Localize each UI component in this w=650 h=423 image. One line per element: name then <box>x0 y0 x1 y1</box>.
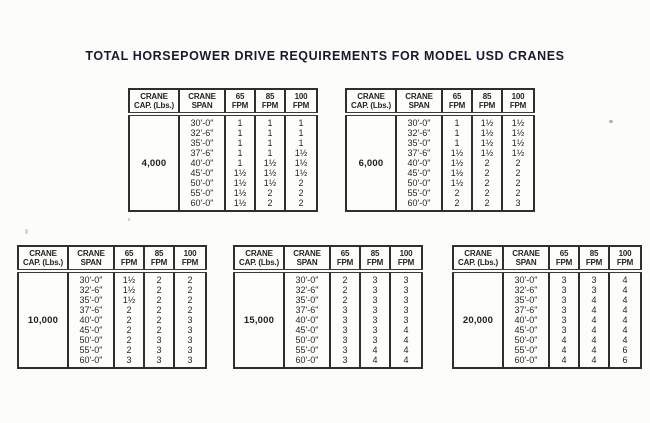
hp-cell: 1½ <box>472 114 502 128</box>
hp-cell: 3 <box>174 315 206 325</box>
hp-cell: 3 <box>174 355 206 368</box>
hp-cell: 2 <box>144 271 174 285</box>
column-header-65fpm: 65 FPM <box>442 89 472 114</box>
column-header-85fpm: 85 FPM <box>472 89 502 114</box>
hp-cell: 3 <box>390 315 422 325</box>
column-header-crane-cap: CRANE CAP. (Lbs.) <box>234 246 284 271</box>
hp-cell: 1½ <box>114 285 144 295</box>
hp-cell: 1½ <box>255 158 285 168</box>
crane-table-6000 <box>345 88 535 212</box>
hp-cell: 1½ <box>114 295 144 305</box>
hp-cell: 3 <box>144 355 174 368</box>
hp-cell: 1 <box>442 138 472 148</box>
hp-cell: 3 <box>549 305 579 315</box>
hp-cell: 2 <box>144 295 174 305</box>
hp-cell: 1½ <box>225 198 255 211</box>
hp-cell: 3 <box>360 335 390 345</box>
hp-cell: 1½ <box>114 271 144 285</box>
hp-cell: 1½ <box>472 138 502 148</box>
span-cell: 40'-0" <box>503 315 549 325</box>
hp-cell: 4 <box>579 335 609 345</box>
span-cell: 40'-0" <box>179 158 225 168</box>
span-cell: 32'-6" <box>68 285 114 295</box>
span-cell: 45'-0" <box>179 168 225 178</box>
span-cell: 30'-0" <box>179 114 225 128</box>
crane-table-15000 <box>233 245 423 369</box>
column-header-65fpm: 65 FPM <box>225 89 255 114</box>
column-header-100fpm: 100 FPM <box>174 246 206 271</box>
span-cell: 37'-6" <box>503 305 549 315</box>
hp-cell: 3 <box>330 315 360 325</box>
column-header-65fpm: 65 FPM <box>330 246 360 271</box>
hp-cell: 3 <box>330 355 360 368</box>
page-title: TOTAL HORSEPOWER DRIVE REQUIREMENTS FOR MODEL USD CRANES <box>85 49 565 63</box>
span-cell: 45'-0" <box>284 325 330 335</box>
hp-cell: 2 <box>114 315 144 325</box>
hp-cell: 2 <box>144 315 174 325</box>
column-header-crane-span: CRANE SPAN <box>503 246 549 271</box>
hp-cell: 3 <box>549 271 579 285</box>
hp-cell: 1½ <box>255 178 285 188</box>
span-cell: 35'-0" <box>503 295 549 305</box>
hp-cell: 4 <box>579 315 609 325</box>
hp-cell: 1 <box>442 114 472 128</box>
hp-cell: 2 <box>442 188 472 198</box>
hp-cell: 1 <box>442 128 472 138</box>
hp-cell: 2 <box>472 178 502 188</box>
scan-artifact <box>609 120 613 123</box>
hp-cell: 2 <box>114 305 144 315</box>
hp-cell: 3 <box>549 295 579 305</box>
crane-table-4000 <box>128 88 318 212</box>
hp-cell: 2 <box>285 188 317 198</box>
table-row <box>129 114 317 128</box>
hp-cell: 1 <box>225 148 255 158</box>
span-cell: 50'-0" <box>179 178 225 188</box>
hp-cell: 1 <box>255 138 285 148</box>
hp-cell: 2 <box>330 295 360 305</box>
hp-cell: 1 <box>225 114 255 128</box>
scan-artifact <box>128 218 130 221</box>
capacity-cell: 20,000 <box>462 315 494 326</box>
hp-cell: 1½ <box>442 158 472 168</box>
span-cell: 60'-0" <box>396 198 442 211</box>
column-header-100fpm: 100 FPM <box>609 246 641 271</box>
hp-cell: 1½ <box>502 114 534 128</box>
hp-cell: 3 <box>114 355 144 368</box>
hp-cell: 3 <box>144 335 174 345</box>
hp-cell: 3 <box>174 325 206 335</box>
span-cell: 35'-0" <box>396 138 442 148</box>
span-cell: 55'-0" <box>68 345 114 355</box>
hp-cell: 3 <box>330 325 360 335</box>
hp-cell: 4 <box>390 325 422 335</box>
crane-table-20000 <box>452 245 642 369</box>
header-row <box>129 89 317 114</box>
hp-cell: 2 <box>502 168 534 178</box>
column-header-85fpm: 85 FPM <box>360 246 390 271</box>
hp-cell: 2 <box>502 158 534 168</box>
span-cell: 55'-0" <box>396 188 442 198</box>
hp-cell: 2 <box>255 198 285 211</box>
hp-cell: 4 <box>609 271 641 285</box>
column-header-100fpm: 100 FPM <box>285 89 317 114</box>
hp-cell: 4 <box>609 295 641 305</box>
header-row <box>18 246 206 271</box>
hp-cell: 2 <box>144 305 174 315</box>
hp-cell: 6 <box>609 345 641 355</box>
scan-artifact <box>25 229 28 234</box>
hp-cell: 2 <box>144 325 174 335</box>
hp-cell: 3 <box>579 271 609 285</box>
column-header-crane-cap: CRANE CAP. (Lbs.) <box>18 246 68 271</box>
hp-cell: 3 <box>390 285 422 295</box>
hp-cell: 4 <box>390 345 422 355</box>
hp-cell: 3 <box>390 271 422 285</box>
hp-cell: 2 <box>174 285 206 295</box>
span-cell: 35'-0" <box>68 295 114 305</box>
hp-cell: 1½ <box>502 128 534 138</box>
hp-cell: 1 <box>285 138 317 148</box>
hp-cell: 4 <box>360 355 390 368</box>
column-header-crane-cap: CRANE CAP. (Lbs.) <box>129 89 179 114</box>
hp-cell: 2 <box>114 345 144 355</box>
span-cell: 50'-0" <box>396 178 442 188</box>
header-row <box>234 246 422 271</box>
capacity-cell: 15,000 <box>243 315 275 326</box>
hp-cell: 2 <box>285 198 317 211</box>
column-header-65fpm: 65 FPM <box>114 246 144 271</box>
hp-cell: 3 <box>549 315 579 325</box>
hp-cell: 3 <box>502 198 534 211</box>
hp-cell: 1½ <box>225 168 255 178</box>
hp-cell: 1½ <box>472 148 502 158</box>
hp-cell: 4 <box>549 355 579 368</box>
hp-cell: 3 <box>360 315 390 325</box>
hp-cell: 1½ <box>255 168 285 178</box>
hp-cell: 3 <box>174 335 206 345</box>
capacity-cell: 10,000 <box>27 315 59 326</box>
hp-cell: 3 <box>390 305 422 315</box>
span-cell: 40'-0" <box>284 315 330 325</box>
column-header-85fpm: 85 FPM <box>579 246 609 271</box>
hp-cell: 4 <box>579 305 609 315</box>
hp-cell: 4 <box>390 355 422 368</box>
span-cell: 37'-6" <box>396 148 442 158</box>
hp-cell: 1 <box>255 148 285 158</box>
span-cell: 60'-0" <box>503 355 549 368</box>
hp-cell: 2 <box>330 271 360 285</box>
hp-cell: 1 <box>255 128 285 138</box>
hp-cell: 1 <box>225 138 255 148</box>
column-header-100fpm: 100 FPM <box>502 89 534 114</box>
span-cell: 45'-0" <box>396 168 442 178</box>
hp-cell: 4 <box>579 355 609 368</box>
span-cell: 60'-0" <box>179 198 225 211</box>
span-cell: 35'-0" <box>179 138 225 148</box>
span-cell: 55'-0" <box>503 345 549 355</box>
hp-cell: 2 <box>114 325 144 335</box>
hp-cell: 3 <box>360 271 390 285</box>
hp-cell: 2 <box>255 188 285 198</box>
column-header-crane-span: CRANE SPAN <box>68 246 114 271</box>
hp-cell: 3 <box>579 285 609 295</box>
hp-cell: 3 <box>330 335 360 345</box>
span-cell: 45'-0" <box>503 325 549 335</box>
span-cell: 60'-0" <box>68 355 114 368</box>
crane-table-10000 <box>17 245 207 369</box>
column-header-crane-span: CRANE SPAN <box>396 89 442 114</box>
column-header-65fpm: 65 FPM <box>549 246 579 271</box>
hp-cell: 1½ <box>502 148 534 158</box>
hp-cell: 1 <box>225 158 255 168</box>
hp-cell: 4 <box>609 325 641 335</box>
hp-cell: 2 <box>502 188 534 198</box>
hp-cell: 1½ <box>225 178 255 188</box>
hp-cell: 3 <box>174 345 206 355</box>
hp-cell: 2 <box>472 158 502 168</box>
header-row <box>346 89 534 114</box>
hp-cell: 4 <box>549 335 579 345</box>
hp-cell: 3 <box>330 345 360 355</box>
hp-cell: 2 <box>330 285 360 295</box>
column-header-crane-span: CRANE SPAN <box>179 89 225 114</box>
hp-cell: 3 <box>549 325 579 335</box>
column-header-85fpm: 85 FPM <box>144 246 174 271</box>
hp-cell: 1½ <box>472 128 502 138</box>
hp-cell: 3 <box>330 305 360 315</box>
hp-cell: 1 <box>225 128 255 138</box>
hp-cell: 1 <box>285 128 317 138</box>
span-cell: 30'-0" <box>68 271 114 285</box>
span-cell: 60'-0" <box>284 355 330 368</box>
hp-cell: 2 <box>472 198 502 211</box>
span-cell: 50'-0" <box>503 335 549 345</box>
hp-cell: 4 <box>579 345 609 355</box>
hp-cell: 2 <box>144 285 174 295</box>
hp-cell: 2 <box>472 188 502 198</box>
hp-cell: 3 <box>360 325 390 335</box>
hp-cell: 4 <box>579 325 609 335</box>
hp-cell: 6 <box>609 355 641 368</box>
hp-cell: 4 <box>609 315 641 325</box>
hp-cell: 1½ <box>285 158 317 168</box>
hp-cell: 1 <box>285 114 317 128</box>
hp-cell: 1½ <box>502 138 534 148</box>
span-cell: 37'-6" <box>179 148 225 158</box>
hp-cell: 1½ <box>285 168 317 178</box>
span-cell: 32'-6" <box>179 128 225 138</box>
span-cell: 50'-0" <box>68 335 114 345</box>
hp-cell: 3 <box>390 295 422 305</box>
column-header-crane-span: CRANE SPAN <box>284 246 330 271</box>
hp-cell: 3 <box>549 285 579 295</box>
hp-cell: 1 <box>255 114 285 128</box>
hp-cell: 2 <box>174 271 206 285</box>
table-row <box>18 271 206 285</box>
span-cell: 40'-0" <box>396 158 442 168</box>
hp-cell: 4 <box>549 345 579 355</box>
hp-cell: 1½ <box>285 148 317 158</box>
hp-cell: 2 <box>442 198 472 211</box>
capacity-cell: 4,000 <box>141 158 167 169</box>
hp-cell: 4 <box>579 295 609 305</box>
table-row <box>346 114 534 128</box>
span-cell: 45'-0" <box>68 325 114 335</box>
table-row <box>234 271 422 285</box>
span-cell: 55'-0" <box>179 188 225 198</box>
header-row <box>453 246 641 271</box>
hp-cell: 4 <box>609 285 641 295</box>
span-cell: 35'-0" <box>284 295 330 305</box>
span-cell: 40'-0" <box>68 315 114 325</box>
span-cell: 30'-0" <box>284 271 330 285</box>
hp-cell: 2 <box>472 168 502 178</box>
span-cell: 32'-6" <box>503 285 549 295</box>
column-header-100fpm: 100 FPM <box>390 246 422 271</box>
span-cell: 37'-6" <box>68 305 114 315</box>
span-cell: 55'-0" <box>284 345 330 355</box>
hp-cell: 2 <box>114 335 144 345</box>
table-row <box>453 271 641 285</box>
hp-cell: 2 <box>502 178 534 188</box>
hp-cell: 3 <box>360 295 390 305</box>
span-cell: 32'-6" <box>284 285 330 295</box>
span-cell: 37'-6" <box>284 305 330 315</box>
span-cell: 30'-0" <box>503 271 549 285</box>
hp-cell: 2 <box>174 295 206 305</box>
hp-cell: 2 <box>285 178 317 188</box>
hp-cell: 2 <box>174 305 206 315</box>
hp-cell: 3 <box>360 305 390 315</box>
span-cell: 50'-0" <box>284 335 330 345</box>
capacity-cell: 6,000 <box>358 158 384 169</box>
hp-cell: 4 <box>609 335 641 345</box>
hp-cell: 1½ <box>442 168 472 178</box>
hp-cell: 4 <box>609 305 641 315</box>
hp-cell: 4 <box>390 335 422 345</box>
hp-cell: 1½ <box>225 188 255 198</box>
hp-cell: 4 <box>360 345 390 355</box>
column-header-85fpm: 85 FPM <box>255 89 285 114</box>
hp-cell: 1½ <box>442 148 472 158</box>
column-header-crane-cap: CRANE CAP. (Lbs.) <box>346 89 396 114</box>
span-cell: 32'-6" <box>396 128 442 138</box>
column-header-crane-cap: CRANE CAP. (Lbs.) <box>453 246 503 271</box>
span-cell: 30'-0" <box>396 114 442 128</box>
hp-cell: 3 <box>144 345 174 355</box>
hp-cell: 3 <box>360 285 390 295</box>
hp-cell: 1½ <box>442 178 472 188</box>
